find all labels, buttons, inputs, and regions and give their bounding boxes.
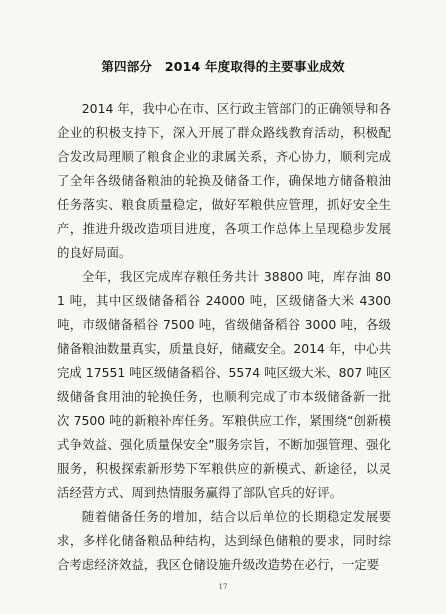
paragraph-3: 随着储备任务的增加，结合以后单位的长期稳定发展要求，多样化储备粮品种结构，达到绿色储粮的要求，同时综合考虑经济效益，我区仓储设施升级改造势在必行，一定要 bbox=[57, 509, 391, 572]
section-title: 第四部分 2014 年度取得的主要事业成效 bbox=[101, 59, 345, 74]
page-number: 17 bbox=[218, 583, 228, 591]
paragraph-2: 全年，我区完成库存粮任务共计 38800 吨，库存油 801 吨，其中区级储备稻谷 24000 吨，区级储备大米 4300 吨，市级储备稻谷 7500 吨，省级储备稻谷 3000 吨，各级储备粮油数量真实，质量良好，储藏安全。2014 年，中心共完成 17551 吨区级储备稻谷、5574 吨区级大米、807 吨区级储备食用油的轮换任务，也顺利完成了市本级储备新一批次 7500 吨的新粮补库任务。军粮供应工作，紧围绕“创新模式争效益、强化质量保安全”服务宗旨，不断加强管理、强化服务，积极探索新形势下军粮供应的新模式、新途径，以灵活经营方式、周到热情服务赢得了部队官兵的好评。 bbox=[57, 269, 391, 500]
paragraph-1: 2014 年，我中心在市、区行政主管部门的正确领导和各企业的积极支持下，深入开展了群众路线教育活动，积极配合发改局理顺了粮食企业的隶属关系，齐心协力，顺利完成了全年各级储备粮油的轮换及储备工作，确保地方储备粮油任务落实、粮食质量稳定，做好军粮供应管理，抓好安全生产，推进升级改造项目进度，各项工作总体上呈现稳步发展的良好局面。 bbox=[57, 101, 391, 260]
